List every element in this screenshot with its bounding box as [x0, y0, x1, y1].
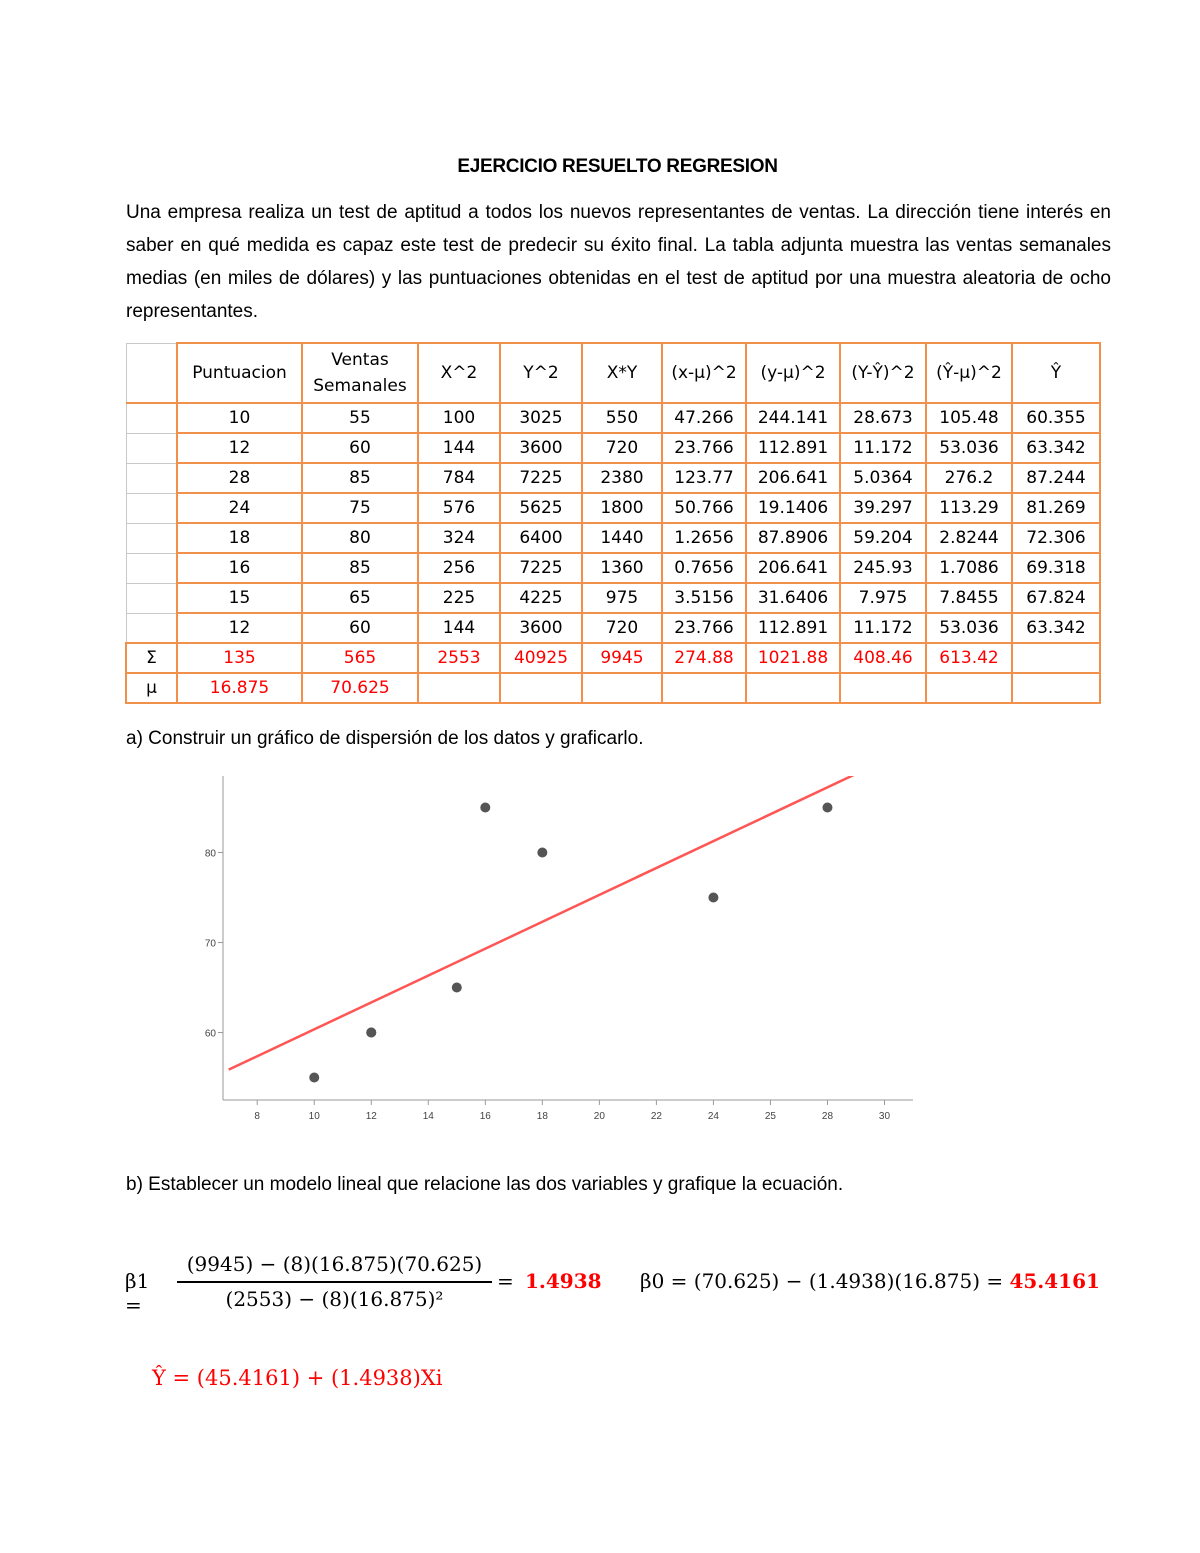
table-cell: 87.8906 — [746, 523, 840, 553]
table-cell: 7225 — [500, 463, 582, 493]
sum-cell: 1021.88 — [746, 643, 840, 673]
table-row — [126, 523, 1100, 553]
table-row — [126, 553, 1100, 583]
mu-cell — [500, 673, 582, 703]
table-cell: 0.7656 — [662, 553, 746, 583]
table-cell: 276.2 — [926, 463, 1012, 493]
table-cell: 24 — [177, 493, 302, 523]
table-cell: 112.891 — [746, 613, 840, 643]
intro-paragraph: Una empresa realiza un test de aptitud a todos los nuevos representantes de ventas. La dirección tiene interés en saber en qué medida es capaz este test de predecir su éxito final. La tabla adjunta muestra las ventas semanales medias (en miles de dólares) y las puntuaciones obtenidas en el test de aptitud por una muestra aleatoria de ocho representantes. — [126, 202, 1111, 322]
table-row — [126, 613, 1100, 643]
mu-cell: 70.625 — [302, 673, 418, 703]
table-cell: 23.766 — [662, 613, 746, 643]
mu-row — [126, 673, 1100, 703]
beta0-result: 45.4161 — [1009, 1269, 1100, 1293]
data-point — [708, 893, 718, 903]
table-cell: 28.673 — [840, 403, 926, 433]
row-label-cell — [126, 463, 177, 493]
sum-cell: 135 — [177, 643, 302, 673]
row-label-cell — [126, 403, 177, 433]
table-cell: 123.77 — [662, 463, 746, 493]
y-tick-label: 60 — [204, 1028, 216, 1040]
y-tick-label: 70 — [204, 938, 216, 950]
table-cell: 15 — [177, 583, 302, 613]
mu-cell — [1012, 673, 1100, 703]
sum-cell: 9945 — [582, 643, 662, 673]
mu-cell — [662, 673, 746, 703]
sum-cell: 565 — [302, 643, 418, 673]
fraction-bar — [177, 1281, 492, 1283]
table-cell: 53.036 — [926, 433, 1012, 463]
header-cell — [302, 343, 418, 403]
table-cell: 144 — [418, 433, 500, 463]
table-cell: 324 — [418, 523, 500, 553]
table-cell: 85 — [302, 463, 418, 493]
row-label-cell — [126, 553, 177, 583]
table-cell: 6400 — [500, 523, 582, 553]
beta0-expression: β0 = (70.625) − (1.4938)(16.875) = — [640, 1269, 1004, 1293]
table-cell: 5625 — [500, 493, 582, 523]
table-cell: 12 — [177, 433, 302, 463]
table-cell: 550 — [582, 403, 662, 433]
regression-equation: Ŷ = (45.4161) + (1.4938)Xi — [152, 1366, 443, 1390]
scatter-chart — [200, 776, 920, 1132]
data-point — [822, 803, 832, 813]
table-cell: 5.0364 — [840, 463, 926, 493]
table-cell: 720 — [582, 613, 662, 643]
beta0-formula — [640, 1269, 1100, 1293]
table-cell: 39.297 — [840, 493, 926, 523]
row-label-cell — [126, 493, 177, 523]
table-cell: 3025 — [500, 403, 582, 433]
mu-cell — [926, 673, 1012, 703]
table-cell: 576 — [418, 493, 500, 523]
beta1-denominator: (2553) − (8)(16.875)² — [225, 1287, 444, 1311]
table-row — [126, 403, 1100, 433]
table-cell: 53.036 — [926, 613, 1012, 643]
sum-cell: 40925 — [500, 643, 582, 673]
table-cell: 67.824 — [1012, 583, 1100, 613]
table-cell: 11.172 — [840, 433, 926, 463]
table-cell: 975 — [582, 583, 662, 613]
table-cell: 63.342 — [1012, 613, 1100, 643]
header-ventas-line1: Ventas — [331, 350, 389, 370]
table-cell: 18 — [177, 523, 302, 553]
table-cell: 81.269 — [1012, 493, 1100, 523]
data-table — [125, 342, 1101, 704]
header-cell: Ŷ — [1012, 343, 1100, 403]
mu-cell: 16.875 — [177, 673, 302, 703]
table-cell: 784 — [418, 463, 500, 493]
sum-cell: 613.42 — [926, 643, 1012, 673]
table-row — [126, 493, 1100, 523]
x-tick-label: 12 — [365, 1111, 377, 1122]
corner-cell — [126, 343, 177, 403]
table-cell: 69.318 — [1012, 553, 1100, 583]
x-tick-label: 18 — [536, 1111, 548, 1122]
sum-cell: 408.46 — [840, 643, 926, 673]
row-label-cell — [126, 613, 177, 643]
mu-cell — [746, 673, 840, 703]
header-cell: Puntuacion — [177, 343, 302, 403]
x-tick-label: 14 — [422, 1111, 434, 1122]
table-cell: 75 — [302, 493, 418, 523]
table-cell: 7225 — [500, 553, 582, 583]
table-cell: 28 — [177, 463, 302, 493]
table-cell: 11.172 — [840, 613, 926, 643]
table-cell: 16 — [177, 553, 302, 583]
table-cell: 23.766 — [662, 433, 746, 463]
table-cell: 31.6406 — [746, 583, 840, 613]
table-cell: 19.1406 — [746, 493, 840, 523]
document-title: EJERCICIO RESUELTO REGRESION — [457, 155, 778, 177]
table-cell: 2380 — [582, 463, 662, 493]
x-tick-label: 22 — [650, 1111, 662, 1122]
table-cell: 1.2656 — [662, 523, 746, 553]
table-cell: 7.8455 — [926, 583, 1012, 613]
y-tick-label: 80 — [204, 848, 216, 860]
header-cell: Y^2 — [500, 343, 582, 403]
table-row — [126, 463, 1100, 493]
x-tick-label: 28 — [821, 1111, 834, 1122]
beta1-numerator: (9945) − (8)(16.875)(70.625) — [186, 1252, 483, 1276]
header-cell: X*Y — [582, 343, 662, 403]
table-cell: 10 — [177, 403, 302, 433]
table-cell: 72.306 — [1012, 523, 1100, 553]
table-cell: 4225 — [500, 583, 582, 613]
table-cell: 65 — [302, 583, 418, 613]
mu-cell — [582, 673, 662, 703]
header-cell: (y-μ)^2 — [746, 343, 840, 403]
header-cell: (x-μ)^2 — [662, 343, 746, 403]
table-cell: 3600 — [500, 433, 582, 463]
x-tick-label: 24 — [707, 1111, 719, 1122]
table-cell: 59.204 — [840, 523, 926, 553]
regression-line — [229, 776, 859, 1070]
data-point — [309, 1073, 319, 1083]
table-cell: 60 — [302, 433, 418, 463]
x-tick-label: 30 — [878, 1111, 891, 1122]
table-cell: 3.5156 — [662, 583, 746, 613]
table-cell: 87.244 — [1012, 463, 1100, 493]
data-point — [366, 1028, 376, 1038]
mu-cell — [840, 673, 926, 703]
sum-cell: 274.88 — [662, 643, 746, 673]
table-cell: 225 — [418, 583, 500, 613]
sum-cell — [1012, 643, 1100, 673]
table-cell: 55 — [302, 403, 418, 433]
table-cell: 1800 — [582, 493, 662, 523]
table-cell: 3600 — [500, 613, 582, 643]
table-cell: 105.48 — [926, 403, 1012, 433]
table-cell: 7.975 — [840, 583, 926, 613]
x-tick-label: 25 — [764, 1111, 777, 1122]
row-label-cell — [126, 583, 177, 613]
x-tick-label: 8 — [254, 1111, 260, 1122]
x-tick-label: 10 — [308, 1111, 320, 1122]
row-label-cell — [126, 433, 177, 463]
mu-cell — [418, 673, 500, 703]
x-tick-label: 16 — [479, 1111, 491, 1122]
sum-row — [126, 643, 1100, 673]
header-row — [126, 343, 1100, 403]
data-point — [480, 803, 490, 813]
table-row — [126, 433, 1100, 463]
header-cell: (Ŷ-μ)^2 — [926, 343, 1012, 403]
question-a: a) Construir un gráfico de dispersión de los datos y graficarlo. — [126, 728, 644, 749]
table-cell: 720 — [582, 433, 662, 463]
data-point — [537, 848, 547, 858]
mu-label: μ — [126, 673, 177, 703]
table-cell: 60.355 — [1012, 403, 1100, 433]
table-cell: 12 — [177, 613, 302, 643]
question-b: b) Establecer un modelo lineal que relacione las dos variables y grafique la ecuación. — [126, 1174, 844, 1195]
sum-label: Σ — [126, 643, 177, 673]
header-cell: X^2 — [418, 343, 500, 403]
beta1-label: β1 = — [125, 1269, 150, 1317]
table-cell: 50.766 — [662, 493, 746, 523]
x-tick-label: 20 — [593, 1111, 605, 1122]
header-cell: (Y-Ŷ)^2 — [840, 343, 926, 403]
table-cell: 256 — [418, 553, 500, 583]
table-cell: 244.141 — [746, 403, 840, 433]
row-label-cell — [126, 523, 177, 553]
table-cell: 1.7086 — [926, 553, 1012, 583]
table-cell: 1360 — [582, 553, 662, 583]
sum-cell: 2553 — [418, 643, 500, 673]
table-cell: 100 — [418, 403, 500, 433]
table-cell: 47.266 — [662, 403, 746, 433]
table-cell: 206.641 — [746, 463, 840, 493]
beta1-result: 1.4938 — [525, 1269, 602, 1293]
beta1-equals: = — [497, 1269, 514, 1293]
table-cell: 113.29 — [926, 493, 1012, 523]
table-cell: 112.891 — [746, 433, 840, 463]
table-cell: 2.8244 — [926, 523, 1012, 553]
table-cell: 206.641 — [746, 553, 840, 583]
table-cell: 144 — [418, 613, 500, 643]
table-cell: 63.342 — [1012, 433, 1100, 463]
table-cell: 245.93 — [840, 553, 926, 583]
table-cell: 85 — [302, 553, 418, 583]
table-cell: 1440 — [582, 523, 662, 553]
header-ventas-line2: Semanales — [313, 376, 407, 396]
data-point — [452, 983, 462, 993]
table-row — [126, 583, 1100, 613]
table-cell: 80 — [302, 523, 418, 553]
table-cell: 60 — [302, 613, 418, 643]
